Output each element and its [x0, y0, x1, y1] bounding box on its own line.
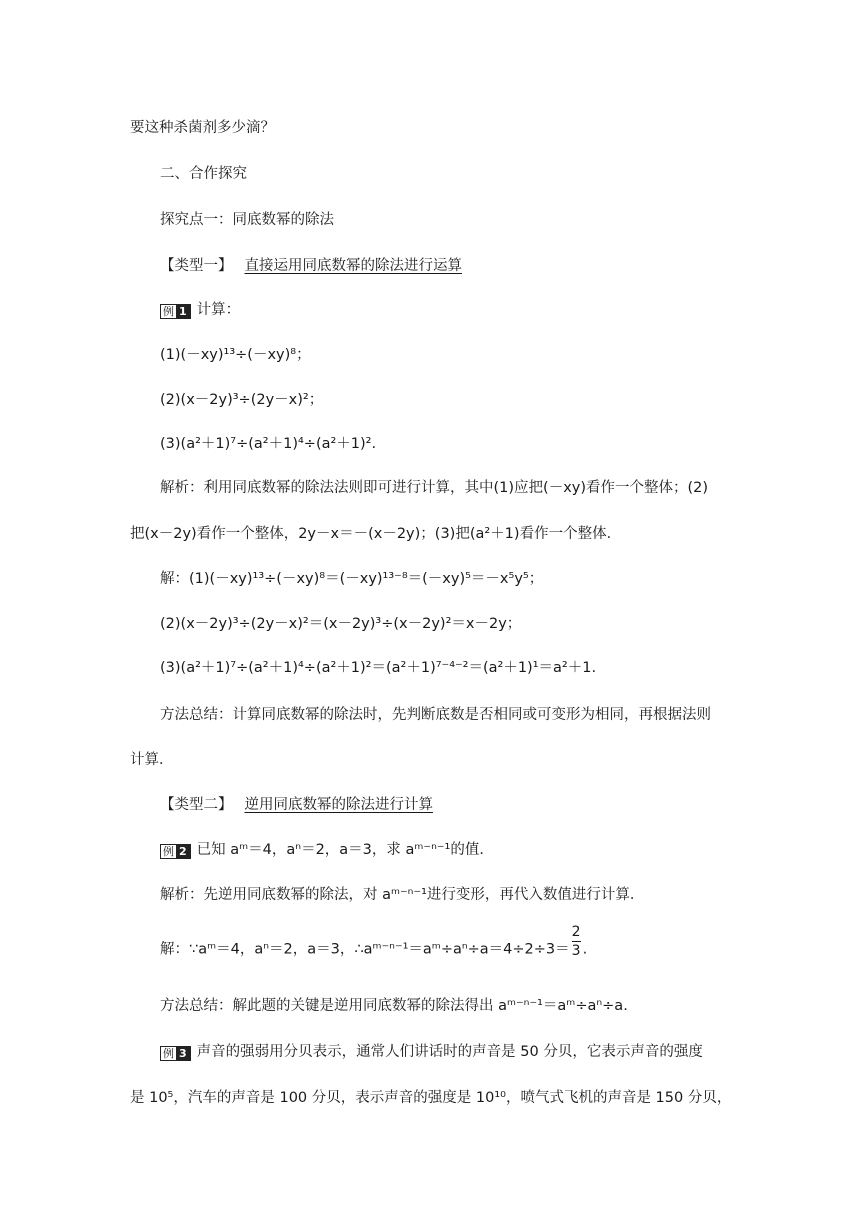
fraction-denominator: 3 — [571, 943, 581, 959]
fraction-numerator: 2 — [571, 924, 581, 940]
ex3-line1 — [160, 1042, 770, 1062]
ex1-analysis-line1: 解析：利用同底数幂的除法法则即可进行计算，其中(1)应把(－xy)看作一个整体；(2) — [160, 480, 709, 496]
ex2-question — [160, 840, 770, 860]
example-badge-2: 例 2 — [160, 844, 191, 859]
ex1-solution-2: (2)(x－2y)³÷(2y－x)²＝(x－2y)³÷(x－2y)²＝x－2y； — [160, 616, 522, 632]
example-badge-1: 例 1 — [160, 304, 191, 319]
type2-label: 【类型二】 — [160, 797, 233, 813]
example-badge-3: 例 3 — [160, 1046, 191, 1061]
type1-heading — [160, 256, 770, 276]
section-title: 二、合作探究 — [160, 166, 247, 182]
ex2-solution-prefix: 解：∵aᵐ＝4，aⁿ＝2，a＝3，∴aᵐ⁻ⁿ⁻¹＝aᵐ÷aⁿ÷a＝4÷2÷3＝ — [160, 941, 570, 958]
ex1-method-line1: 方法总结：计算同底数幂的除法时，先判断底数是否相同或可变形为相同，再根据法则 — [160, 707, 711, 723]
ex1-solution-1: 解：(1)(－xy)¹³÷(－xy)⁸＝(－xy)¹³⁻⁸＝(－xy)⁵＝－x⁵y⁵； — [160, 571, 544, 587]
ex1-prompt: 计算： — [196, 302, 241, 318]
ex2-solution — [160, 924, 770, 968]
ex1-method-line2: 计算． — [130, 752, 174, 768]
ex1-solution-3: (3)(a²＋1)⁷÷(a²＋1)⁴÷(a²＋1)²＝(a²＋1)⁷⁻⁴⁻²＝(a²＋1)¹＝a²＋1. — [160, 660, 597, 676]
ex1-analysis-line2: 把(x－2y)看作一个整体，2y－x＝－(x－2y)；(3)把(a²＋1)看作一个整体． — [130, 526, 622, 542]
ex2-question-text: 已知 aᵐ＝4，aⁿ＝2，a＝3，求 aᵐ⁻ⁿ⁻¹的值． — [196, 842, 494, 858]
ex3-line1-text: 声音的强弱用分贝表示，通常人们讲话时的声音是 50 分贝，它表示声音的强度 — [196, 1044, 703, 1060]
ex1-item-2: (2)(x－2y)³÷(2y－x)²； — [160, 392, 324, 408]
type1-title: 直接运用同底数幂的除法进行运算 — [244, 258, 462, 274]
ex1-item-1: (1)(－xy)¹³÷(－xy)⁸； — [160, 347, 311, 363]
ex2-method: 方法总结：解此题的关键是逆用同底数幂的除法得出 aᵐ⁻ⁿ⁻¹＝aᵐ÷aⁿ÷a. — [160, 998, 628, 1014]
intro-tail: 要这种杀菌剂多少滴？ — [130, 120, 275, 136]
subsection-title: 探究点一：同底数幂的除法 — [160, 212, 334, 228]
ex2-fraction — [572, 923, 581, 960]
type2-heading — [160, 795, 770, 815]
ex2-analysis: 解析：先逆用同底数幂的除法，对 aᵐ⁻ⁿ⁻¹进行变形，再代入数值进行计算． — [160, 887, 645, 903]
type1-label: 【类型一】 — [160, 258, 233, 274]
ex2-solution-suffix: . — [582, 941, 588, 958]
ex3-line2: 是 10⁵，汽车的声音是 100 分贝，表示声音的强度是 10¹⁰，喷气式飞机的声音是 150 分贝， — [130, 1090, 732, 1106]
ex1-item-3: (3)(a²＋1)⁷÷(a²＋1)⁴÷(a²＋1)². — [160, 436, 377, 452]
ex1-question — [160, 300, 770, 320]
type2-title: 逆用同底数幂的除法进行计算 — [244, 797, 433, 813]
